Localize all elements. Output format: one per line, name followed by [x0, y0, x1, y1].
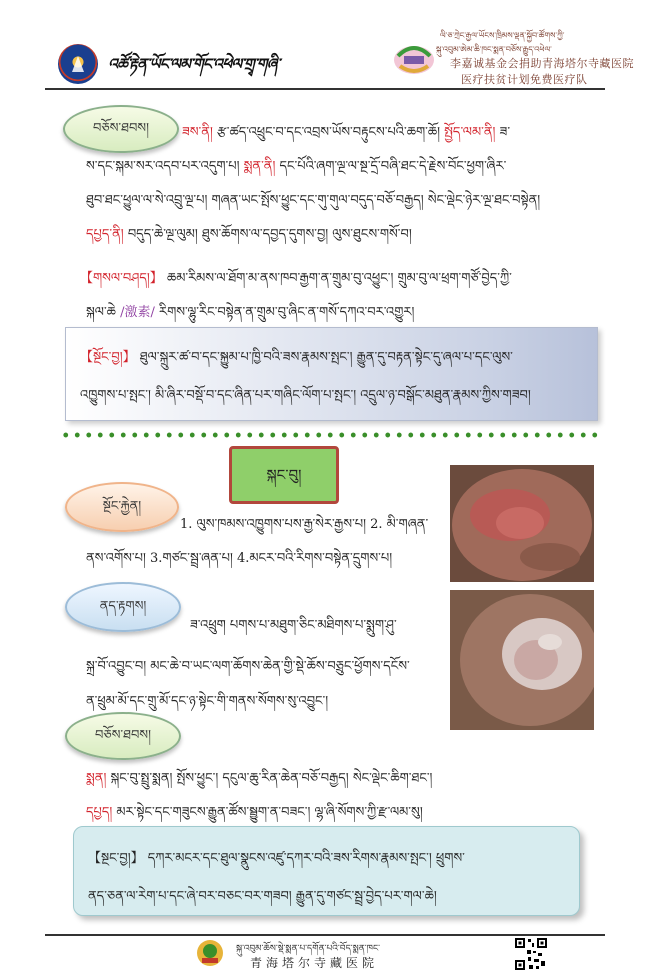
therapy-text-2: མར་སྟེང་དང་གཟུངས་རྒྱུན་ཚོས་སྦྱུག་ན་བཟང་། ལྷ་ཞི་སོགས་ཀྱི་རྫ་ལམ་སུ། [116, 805, 423, 820]
symptom-line-2: སྐྲ་བོ་འབྱུང་བ། མང་ཆེ་བ་ཡང་ལག་ཆོགས་ཆེན་གྱི་སྡེ་ཆོས་བཅྲུང་ཕྱོགས་དངོས་ [86, 659, 410, 674]
precautions-1-line-2: འཁྱུགས་པ་སྤང་། མི་ཞིར་བསྡོ་བ་དང་ཞིན་པར་གཞིང་ལོག་པ་སྤང་། འདྲུལ་ཉ་བསྒོང་མཐུན་རྣམས་ཀྱིས་གཟབ། [80, 388, 531, 403]
diet-heading: ཟས་ནི། [182, 125, 213, 140]
footer-tibetan-name: སྐུ་འབུམ་ཆོས་སྡེ་སྨན་པ་དགོན་པའི་བོད་སྨན་ཁང་ [236, 944, 381, 954]
header-right-tibetan-1: ལི་ཅ་ཀྲེང་རྒྱལ་ཡོངས་ཁྲིམས་ལྡན་སྐྱོབ་ཚོགས་ཀྱི་ [440, 31, 565, 40]
diet-text: རྩ་ཚད་འཕྲུང་བ་དང་འབྲས་ཡོས་བརྟུངས་པའི་ཆག་ཆོ། [217, 125, 441, 140]
disease-title-label: སྐང་བུ། [229, 446, 339, 504]
behavior-text: ས་དང་སྐམ་སར་འདབ་པར་འདུག་པ། [86, 159, 240, 174]
explanation-text-2a: སྐལ་ཆེ [86, 305, 116, 320]
medicine-heading-2: སྨན། [86, 771, 107, 786]
precautions-2-text: དཀར་མངར་དང་ཐུལ་སྣུངས་འཛུ་དཀར་བའི་ཟས་རིགས་རྣམས་སྤང་། ཕྲུགས་ [147, 851, 465, 866]
precautions-2-heading: 【སྔང་བྱ།】 [88, 851, 144, 866]
precautions-box-1 [65, 327, 598, 421]
cause-line-2: ནས་འགོས་པ། 3.གཙང་སྦྲ་ཞན་པ། 4.མངར་བའི་རིགས་བསྟེན་དྲུགས་པ། [86, 551, 393, 566]
medicine-text-2: སྐང་བུ་སྤྲུ་སྨན། སྤོས་ཕྱུང་། དངུལ་ཆུ་རིན་ཆེན་བཅོ་བརྒྱད། སེང་ལྡེང་ཆིག་ཐང་། [110, 771, 433, 786]
treatment-line-2 [86, 151, 606, 188]
treatment-label: བཅོས་ཐབས། [63, 105, 179, 153]
foundation-logo [392, 36, 436, 80]
cause-label: སྔོང་རྐྱེན། [65, 482, 179, 532]
skin-lesion-photo-2 [450, 590, 594, 730]
treatment-line-4 [86, 219, 606, 256]
cause-line-1: 1. ལུས་ཁམས་འཁྱུགས་པས་རྒྱ་སེར་རྒྱས་པ། 2. མི་གཞན་ [180, 517, 429, 532]
footer-chinese-name: 青海塔尔寺藏医院 [250, 956, 379, 970]
explanation-line-1 [80, 263, 606, 300]
precautions-box-2 [73, 826, 580, 916]
explanation-text: ཆམ་རིམས་ལ་ཐོག་མ་ནས་ཁབ་རྒྱག་ན་གྲུམ་བུ་འཕྱུང་། གྲུམ་བུ་ལ་ཕྲག་གཙོ་བྱེད་ཀྱི་ [166, 271, 512, 286]
precautions-2-line-1 [88, 843, 572, 880]
treatment2-line-1 [86, 763, 606, 800]
header-right-chinese-2: 医疗扶贫计划免费医疗队 [461, 73, 588, 86]
header-right-chinese-1: 李嘉诚基金会捐助青海塔尔寺藏医院 [450, 57, 634, 70]
medicine-text: དང་པོའི་ཞག་ལྔ་ལ་སྔ་དྲོ་བཞི་ཐང་དེ་རྗེས་བོང་ཕྱག་ཞིར་ [279, 159, 507, 174]
precautions-1-line-1 [80, 342, 590, 379]
behavior-text-start: ཟ་ [499, 125, 511, 140]
header-divider [45, 88, 605, 90]
treatment-line-1 [182, 117, 612, 154]
footer-hospital-logo [196, 939, 224, 967]
symptom-line-1: ཟ་འཕྲུག པགས་པ་མཐུག་ཅིང་མཐིགས་པ་སྨུག་ཤུ་ [190, 618, 397, 633]
header-right-tibetan-2: སྐུ་འབུམ་ཨེམ་ཆི་ཁང་སྨན་བཅོས་རྒྱུད་འཕེལ་ [436, 45, 552, 54]
therapy-text: བདུད་ཆེ་ལྔ་ལུམ། ཐུས་ཆོགས་ལ་དབྱད་དུགས་བྱ། ལུས་ཐུངས་གསོ་བ། [127, 227, 412, 242]
symptom-label: ནད་རྟགས། [65, 582, 181, 632]
page-header-title: འཚོ་རྟེན་ཡོང་ལམ་གོང་འཕེལ་གྲྭ་གཞི་ [108, 55, 280, 73]
therapy-heading-2: དཔྱད། [86, 805, 113, 820]
skin-lesion-photo-1 [450, 465, 594, 582]
treatment-line-3: ཐུབ་ཐང་ཕྱུལ་ལ་སེ་འབྲུ་ལྔ་པ། གཞན་ཡང་སྤོས་ཕྱུང་དང་གུ་གུལ་བདུད་བཅོ་བརྒྱད། སེང་ལྡེང་ཉེར་ལྔ་ཐང་བསྟེན། [86, 193, 541, 208]
therapy-heading: དཔྱད་ནི། [86, 227, 124, 242]
medicine-heading: སྨན་ནི། [243, 159, 276, 174]
precautions-1-text: ཐུལ་སྐྲུར་ཚ་བ་དང་སྐྱུམ་པ་ཁྱི་བའི་ཟས་རྣམས་སྤང་། རྒྱུན་དུ་བརྟན་སྟེང་དུ་ཞལ་པ་དང་ལུས་ [139, 350, 513, 365]
precautions-2-line-2: ནད་ཅན་ལ་རེག་པ་དང་ཞེ་བར་བཅང་བར་གཟབ། རྒྱུན་དུ་གཙང་སྦྲ་བྱེད་པར་གལ་ཆེ། [88, 889, 437, 904]
hospital-emblem-logo [58, 44, 98, 84]
dotted-divider [60, 432, 600, 438]
footer-divider [45, 934, 605, 936]
behavior-heading: སྤྱོད་ལམ་ནི། [444, 125, 496, 140]
explanation-heading: 【གསལ་བཤད།】 [80, 271, 163, 286]
explanation-text-2b: རིགས་ལྷུ་རིང་བསྟེན་ན་གྲུམ་བུ་ཞིང་ན་གསོ་དཀའ་བར་འགྱུར། [159, 305, 415, 320]
qr-code [514, 937, 548, 971]
treatment-label-2: བཅོས་ཐབས། [65, 712, 181, 760]
symptom-line-3: ན་ཕྲུམ་མོ་དང་གྲུ་མོ་དང་ཉ་སྟེང་གི་གནས་སོགས་སུ་འབྱུང་། [86, 694, 329, 709]
steroid-term: /激素/ [120, 305, 155, 320]
precautions-1-heading: 【སྔོང་བྱ།】 [80, 350, 136, 365]
